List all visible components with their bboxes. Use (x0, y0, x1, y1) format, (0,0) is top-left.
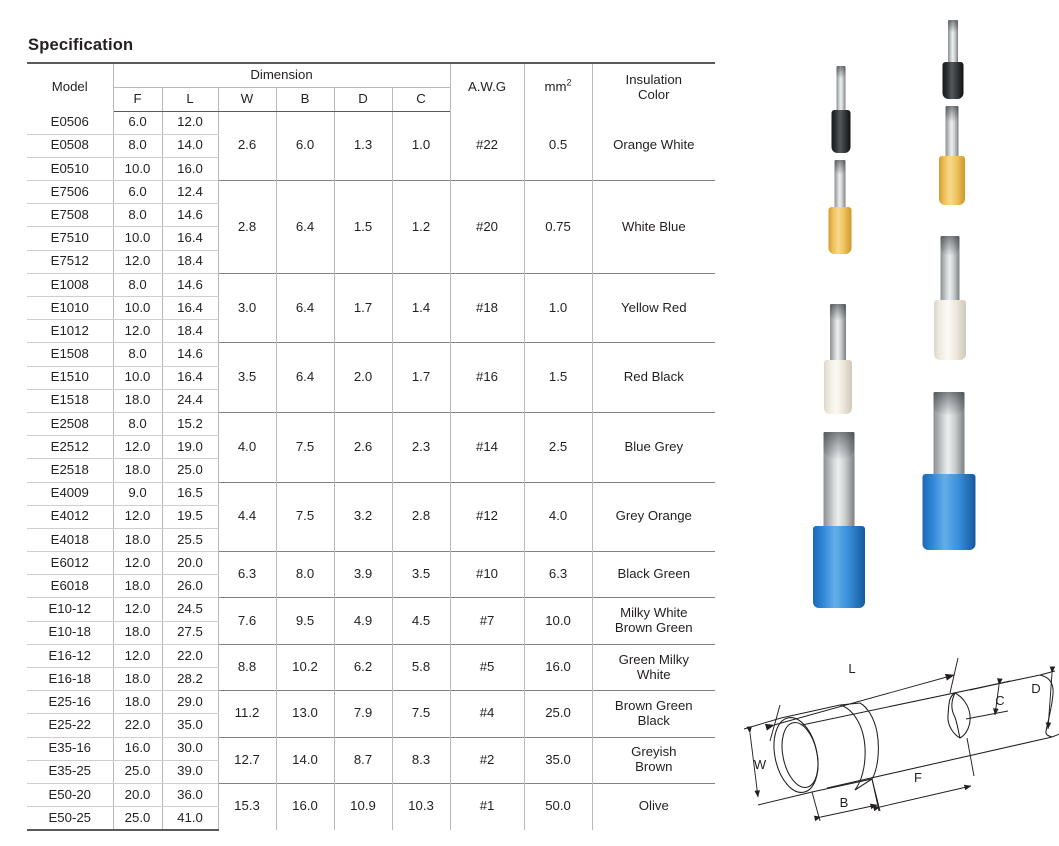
cell-f: 9.0 (113, 482, 162, 505)
cell-f: 12.0 (113, 436, 162, 459)
cell-l: 12.4 (162, 181, 218, 204)
cell-model: E35-25 (27, 760, 113, 783)
cell-l: 36.0 (162, 783, 218, 806)
ferrule-insulation-collar (829, 207, 852, 254)
cell-f: 12.0 (113, 552, 162, 575)
dimension-label-w: W (753, 757, 767, 772)
cell-c: 1.0 (392, 111, 450, 181)
dimension-diagram-svg (722, 645, 1059, 846)
cell-model: E4018 (27, 528, 113, 551)
cell-d: 3.9 (334, 552, 392, 598)
cell-w: 2.6 (218, 111, 276, 181)
cell-model: E7508 (27, 204, 113, 227)
cell-d: 8.7 (334, 737, 392, 783)
table-row (27, 482, 715, 505)
header-awg: A.W.G (450, 63, 524, 111)
cell-awg: #22 (450, 111, 524, 181)
header-mm2-superscript: 2 (566, 77, 572, 88)
ferrule-barrel (946, 106, 959, 162)
cell-l: 14.0 (162, 134, 218, 157)
cell-model: E7506 (27, 181, 113, 204)
cell-model: E7510 (27, 227, 113, 250)
header-model: Model (27, 63, 113, 111)
cell-c: 1.4 (392, 273, 450, 343)
cell-mm2: 0.5 (524, 111, 592, 181)
cell-w: 4.0 (218, 412, 276, 482)
dimension-label-c: C (995, 693, 1005, 708)
ferrule-yellow-large (930, 106, 974, 212)
ferrule-outline (802, 675, 1053, 788)
cell-b: 7.5 (276, 412, 334, 482)
cell-c: 3.5 (392, 552, 450, 598)
cell-w: 12.7 (218, 737, 276, 783)
ferrule-barrel (835, 160, 846, 212)
cell-mm2: 6.3 (524, 552, 592, 598)
specification-table (27, 62, 715, 831)
cell-insulation-color: Grey Orange (592, 482, 715, 552)
cell-w: 15.3 (218, 783, 276, 829)
cell-d: 6.2 (334, 644, 392, 690)
cell-l: 39.0 (162, 760, 218, 783)
cell-model: E7512 (27, 250, 113, 273)
cell-l: 29.0 (162, 691, 218, 714)
cell-f: 12.0 (113, 598, 162, 621)
cell-d: 2.6 (334, 412, 392, 482)
cell-insulation-color: Brown Green Black (592, 691, 715, 737)
cell-model: E25-16 (27, 691, 113, 714)
cell-d: 3.2 (334, 482, 392, 552)
cell-c: 1.2 (392, 181, 450, 274)
cell-c: 8.3 (392, 737, 450, 783)
header-insulation-line1: Insulation (625, 71, 682, 87)
cell-insulation-color: Olive (592, 783, 715, 829)
cell-l: 19.0 (162, 436, 218, 459)
cell-f: 20.0 (113, 783, 162, 806)
cell-w: 3.5 (218, 343, 276, 413)
cell-f: 12.0 (113, 320, 162, 343)
table-row (27, 691, 715, 714)
product-photo-group (740, 14, 1059, 624)
cell-insulation-color: Black Green (592, 552, 715, 598)
cell-f: 18.0 (113, 668, 162, 691)
cell-insulation-color: Blue Grey (592, 412, 715, 482)
ferrule-blue-large (912, 392, 986, 552)
dimension-lines (744, 658, 1059, 821)
cell-w: 4.4 (218, 482, 276, 552)
header-l: L (162, 87, 218, 111)
cell-f: 18.0 (113, 459, 162, 482)
cell-d: 1.3 (334, 111, 392, 181)
cell-f: 8.0 (113, 134, 162, 157)
cell-model: E2518 (27, 459, 113, 482)
cell-insulation-color: Red Black (592, 343, 715, 413)
dimension-label-d: D (1031, 681, 1041, 696)
cell-model: E1510 (27, 366, 113, 389)
cell-f: 8.0 (113, 412, 162, 435)
cell-f: 18.0 (113, 575, 162, 598)
cell-mm2: 50.0 (524, 783, 592, 829)
table-row (27, 737, 715, 760)
cell-d: 2.0 (334, 343, 392, 413)
cell-model: E10-12 (27, 598, 113, 621)
ferrule-barrel (941, 236, 960, 308)
cell-mm2: 1.5 (524, 343, 592, 413)
cell-b: 9.5 (276, 598, 334, 644)
header-mm2 (524, 63, 592, 111)
cell-mm2: 1.0 (524, 273, 592, 343)
cell-insulation-color: Orange White (592, 111, 715, 181)
cell-mm2: 0.75 (524, 181, 592, 274)
cell-l: 16.0 (162, 157, 218, 180)
table-row (27, 783, 715, 806)
cell-model: E1008 (27, 273, 113, 296)
cell-c: 7.5 (392, 691, 450, 737)
cell-model: E1012 (27, 320, 113, 343)
cell-b: 16.0 (276, 783, 334, 829)
cell-model: E16-18 (27, 668, 113, 691)
cell-model: E1518 (27, 389, 113, 412)
cell-model: E4009 (27, 482, 113, 505)
dimension-diagram (722, 645, 1059, 846)
cell-model: E0508 (27, 134, 113, 157)
ferrule-barrel (837, 66, 846, 114)
cell-awg: #12 (450, 482, 524, 552)
ferrule-yellow-small (820, 160, 860, 258)
cell-awg: #10 (450, 552, 524, 598)
cell-l: 25.0 (162, 459, 218, 482)
cell-f: 16.0 (113, 737, 162, 760)
cell-f: 6.0 (113, 181, 162, 204)
header-insulation-color (592, 63, 715, 111)
cell-model: E50-25 (27, 807, 113, 830)
cell-awg: #2 (450, 737, 524, 783)
ferrule-insulation-collar (832, 110, 851, 153)
cell-l: 18.4 (162, 320, 218, 343)
cell-f: 10.0 (113, 297, 162, 320)
cell-mm2: 2.5 (524, 412, 592, 482)
header-insulation-line2: Color (638, 86, 670, 102)
cell-f: 18.0 (113, 621, 162, 644)
cell-b: 8.0 (276, 552, 334, 598)
cell-awg: #16 (450, 343, 524, 413)
dimension-label-f: F (914, 770, 922, 785)
cell-c: 1.7 (392, 343, 450, 413)
cell-f: 25.0 (113, 760, 162, 783)
table-row (27, 181, 715, 204)
cell-f: 10.0 (113, 227, 162, 250)
table-row (27, 111, 715, 134)
cell-w: 2.8 (218, 181, 276, 274)
cell-l: 16.4 (162, 297, 218, 320)
ferrule-barrel (948, 20, 958, 66)
cell-f: 22.0 (113, 714, 162, 737)
cell-l: 26.0 (162, 575, 218, 598)
cell-w: 3.0 (218, 273, 276, 343)
cell-model: E2512 (27, 436, 113, 459)
cell-b: 7.5 (276, 482, 334, 552)
cell-c: 2.3 (392, 412, 450, 482)
table-row (27, 273, 715, 296)
cell-b: 6.4 (276, 343, 334, 413)
cell-insulation-color: White Blue (592, 181, 715, 274)
cell-f: 12.0 (113, 644, 162, 667)
cell-mm2: 25.0 (524, 691, 592, 737)
cell-w: 8.8 (218, 644, 276, 690)
table-row (27, 412, 715, 435)
table-row (27, 343, 715, 366)
cell-l: 25.5 (162, 528, 218, 551)
cell-awg: #20 (450, 181, 524, 274)
ferrule-black-large (935, 20, 971, 102)
cell-c: 4.5 (392, 598, 450, 644)
cell-l: 16.4 (162, 366, 218, 389)
cell-l: 35.0 (162, 714, 218, 737)
cell-model: E10-18 (27, 621, 113, 644)
cell-f: 10.0 (113, 157, 162, 180)
cell-awg: #1 (450, 783, 524, 829)
ferrule-insulation-collar (813, 526, 865, 608)
cell-model: E0506 (27, 111, 113, 134)
cell-l: 14.6 (162, 343, 218, 366)
cell-mm2: 4.0 (524, 482, 592, 552)
cell-l: 24.4 (162, 389, 218, 412)
cell-f: 6.0 (113, 111, 162, 134)
ferrule-insulation-collar (934, 300, 966, 360)
header-dimension: Dimension (113, 63, 450, 87)
cell-c: 10.3 (392, 783, 450, 829)
cell-l: 19.5 (162, 505, 218, 528)
ferrule-blue-small (802, 432, 876, 610)
insulation-sleeve-outline (768, 703, 879, 797)
cell-awg: #18 (450, 273, 524, 343)
cell-insulation-color: Greyish Brown (592, 737, 715, 783)
cell-model: E0510 (27, 157, 113, 180)
cell-awg: #14 (450, 412, 524, 482)
cell-awg: #7 (450, 598, 524, 644)
cell-d: 1.7 (334, 273, 392, 343)
cell-l: 22.0 (162, 644, 218, 667)
cell-b: 10.2 (276, 644, 334, 690)
ferrule-black-small (824, 66, 858, 156)
ferrule-white-large (924, 236, 976, 366)
cell-c: 5.8 (392, 644, 450, 690)
cell-f: 8.0 (113, 204, 162, 227)
table-body (27, 111, 715, 830)
ferrule-barrel (824, 432, 855, 534)
header-d: D (334, 87, 392, 111)
ferrule-barrel (830, 304, 846, 366)
cell-f: 18.0 (113, 389, 162, 412)
cell-insulation-color: Milky White Brown Green (592, 598, 715, 644)
cell-model: E50-20 (27, 783, 113, 806)
cell-model: E25-22 (27, 714, 113, 737)
cell-f: 10.0 (113, 366, 162, 389)
cell-insulation-color: Yellow Red (592, 273, 715, 343)
specification-section (27, 36, 717, 831)
cell-b: 6.0 (276, 111, 334, 181)
cell-b: 14.0 (276, 737, 334, 783)
table-row (27, 598, 715, 621)
page-title: Specification (28, 36, 134, 54)
cell-mm2: 35.0 (524, 737, 592, 783)
cell-w: 7.6 (218, 598, 276, 644)
cell-w: 11.2 (218, 691, 276, 737)
cell-l: 14.6 (162, 204, 218, 227)
cell-d: 1.5 (334, 181, 392, 274)
cell-model: E2508 (27, 412, 113, 435)
cell-model: E16-12 (27, 644, 113, 667)
ferrule-insulation-collar (943, 62, 964, 99)
cell-model: E6018 (27, 575, 113, 598)
cell-f: 8.0 (113, 343, 162, 366)
cell-l: 24.5 (162, 598, 218, 621)
cell-f: 25.0 (113, 807, 162, 830)
cell-f: 8.0 (113, 273, 162, 296)
cell-f: 18.0 (113, 528, 162, 551)
table-row (27, 644, 715, 667)
ferrule-insulation-collar (824, 360, 852, 414)
ferrule-insulation-collar (939, 156, 965, 205)
cell-l: 14.6 (162, 273, 218, 296)
cell-model: E35-16 (27, 737, 113, 760)
header-row-top (27, 63, 715, 87)
cell-d: 10.9 (334, 783, 392, 829)
cell-d: 7.9 (334, 691, 392, 737)
cell-b: 6.4 (276, 181, 334, 274)
cell-w: 6.3 (218, 552, 276, 598)
cell-model: E1010 (27, 297, 113, 320)
cell-model: E6012 (27, 552, 113, 575)
cell-l: 16.4 (162, 227, 218, 250)
cell-f: 12.0 (113, 505, 162, 528)
header-mm2-text: mm (544, 79, 567, 95)
ferrule-barrel (934, 392, 965, 482)
cell-d: 4.9 (334, 598, 392, 644)
cell-l: 16.5 (162, 482, 218, 505)
header-f: F (113, 87, 162, 111)
cell-awg: #5 (450, 644, 524, 690)
cell-model: E4012 (27, 505, 113, 528)
cell-insulation-color: Green Milky White (592, 644, 715, 690)
cell-l: 20.0 (162, 552, 218, 575)
cell-l: 12.0 (162, 111, 218, 134)
cell-c: 2.8 (392, 482, 450, 552)
table-header (27, 63, 715, 111)
ferrule-insulation-collar (923, 474, 976, 550)
dimension-label-b: B (839, 795, 849, 810)
cell-model: E1508 (27, 343, 113, 366)
cell-b: 6.4 (276, 273, 334, 343)
cell-l: 41.0 (162, 807, 218, 830)
cell-b: 13.0 (276, 691, 334, 737)
dimension-label-l: L (848, 661, 856, 676)
cell-l: 27.5 (162, 621, 218, 644)
cell-f: 18.0 (113, 691, 162, 714)
table-row (27, 552, 715, 575)
cell-l: 30.0 (162, 737, 218, 760)
cell-l: 28.2 (162, 668, 218, 691)
header-w: W (218, 87, 276, 111)
cell-l: 15.2 (162, 412, 218, 435)
cell-mm2: 10.0 (524, 598, 592, 644)
cell-mm2: 16.0 (524, 644, 592, 690)
cell-l: 18.4 (162, 250, 218, 273)
header-b: B (276, 87, 334, 111)
cell-awg: #4 (450, 691, 524, 737)
header-c: C (392, 87, 450, 111)
cell-f: 12.0 (113, 250, 162, 273)
ferrule-white-small (814, 304, 862, 420)
